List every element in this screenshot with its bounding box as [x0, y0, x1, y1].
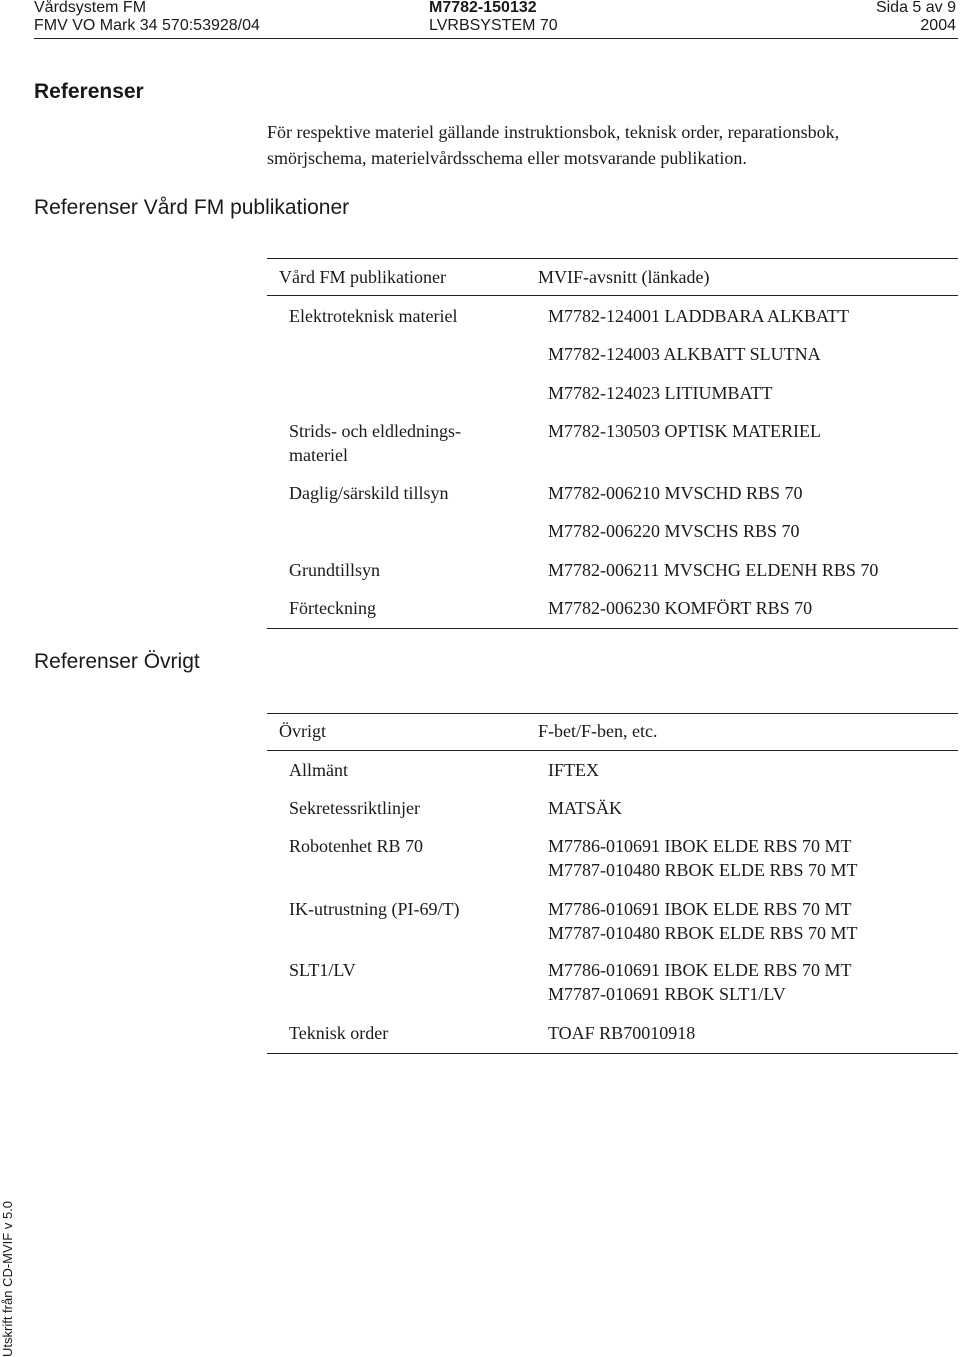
- header-system-code: LVRBSYSTEM 70: [429, 17, 558, 34]
- header-system-name: Vårdsystem FM: [34, 0, 147, 16]
- table2-row-label: IK-utrustning (PI-69/T): [289, 899, 460, 919]
- table1-header-mvif: MVIF-avsnitt (länkade): [538, 267, 710, 287]
- table2-row-value[interactable]: M7786-010691 IBOK ELDE RBS 70 MT: [548, 899, 852, 919]
- table2-row-value[interactable]: TOAF RB70010918: [548, 1023, 696, 1043]
- table1-row-value[interactable]: M7782-124001 LADDBARA ALKBATT: [548, 306, 850, 326]
- table1-row-label: Förteckning: [289, 598, 376, 618]
- table2-header-rule: [267, 750, 958, 751]
- table1-row-label: Elektroteknisk materiel: [289, 306, 458, 326]
- table1-row-value[interactable]: M7782-006210 MVSCHD RBS 70: [548, 483, 803, 503]
- table1-row-label: Daglig/särskild tillsyn: [289, 483, 449, 503]
- header-reference-number: FMV VO Mark 34 570:53928/04: [34, 17, 260, 34]
- table2-row-value[interactable]: M7786-010691 IBOK ELDE RBS 70 MT: [548, 836, 852, 856]
- table2-row-label: Teknisk order: [289, 1023, 389, 1043]
- table1-row-value[interactable]: M7782-006220 MVSCHS RBS 70: [548, 521, 800, 541]
- intro-paragraph-line1: För respektive materiel gällande instruktionsbok, teknisk order, reparationsbok,: [267, 122, 840, 142]
- intro-paragraph-line2: smörjschema, materielvårdsschema eller motsvarande publikation.: [267, 148, 747, 168]
- table2-row-label: Sekretessriktlinjer: [289, 798, 420, 818]
- table2-row-label: SLT1/LV: [289, 960, 356, 980]
- table2-row-value[interactable]: MATSÄK: [548, 798, 623, 818]
- table1-top-rule: [267, 258, 958, 259]
- table2-bottom-rule: [267, 1053, 958, 1054]
- table2-row-value[interactable]: M7786-010691 IBOK ELDE RBS 70 MT: [548, 960, 852, 980]
- table2-row-value[interactable]: IFTEX: [548, 760, 599, 780]
- table2-row-value-secondary[interactable]: M7787-010480 RBOK ELDE RBS 70 MT: [548, 923, 858, 943]
- table1-row-label-continued: materiel: [289, 445, 348, 465]
- header-divider: [34, 38, 958, 39]
- table1-header-publications: Vård FM publikationer: [279, 267, 446, 287]
- table2-row-label: Allmänt: [289, 760, 348, 780]
- table1-row-label: Strids- och eldlednings-: [289, 421, 461, 441]
- table1-row-label: Grundtillsyn: [289, 560, 381, 580]
- table1-row-value[interactable]: M7782-006230 KOMFÖRT RBS 70: [548, 598, 813, 618]
- table1-bottom-rule: [267, 628, 958, 629]
- table1-row-value[interactable]: M7782-124003 ALKBATT SLUTNA: [548, 344, 821, 364]
- table1-row-value[interactable]: M7782-130503 OPTISK MATERIEL: [548, 421, 821, 441]
- table2-row-value-secondary[interactable]: M7787-010480 RBOK ELDE RBS 70 MT: [548, 860, 858, 880]
- table1-row-value[interactable]: M7782-124023 LITIUMBATT: [548, 383, 773, 403]
- side-print-note: Utskrift från CD-MVIF v 5.0: [0, 1200, 15, 1357]
- header-document-id: M7782-150132: [429, 0, 537, 16]
- header-page-number: Sida 5 av 9: [875, 0, 956, 16]
- section-title-ovrigt: Referenser Övrigt: [34, 650, 200, 673]
- section-title-referenser: Referenser: [34, 80, 144, 103]
- table1-row-value[interactable]: M7782-006211 MVSCHG ELDENH RBS 70: [548, 560, 879, 580]
- table2-row-value-secondary[interactable]: M7787-010691 RBOK SLT1/LV: [548, 984, 786, 1004]
- table2-top-rule: [267, 713, 958, 714]
- table2-header-fbet: F-bet/F-ben, etc.: [538, 721, 658, 741]
- table2-row-label: Robotenhet RB 70: [289, 836, 423, 856]
- table1-header-rule: [267, 295, 958, 296]
- header-year: 2004: [920, 17, 956, 34]
- table2-header-ovrigt: Övrigt: [279, 721, 326, 741]
- section-title-vard-fm: Referenser Vård FM publikationer: [34, 196, 350, 219]
